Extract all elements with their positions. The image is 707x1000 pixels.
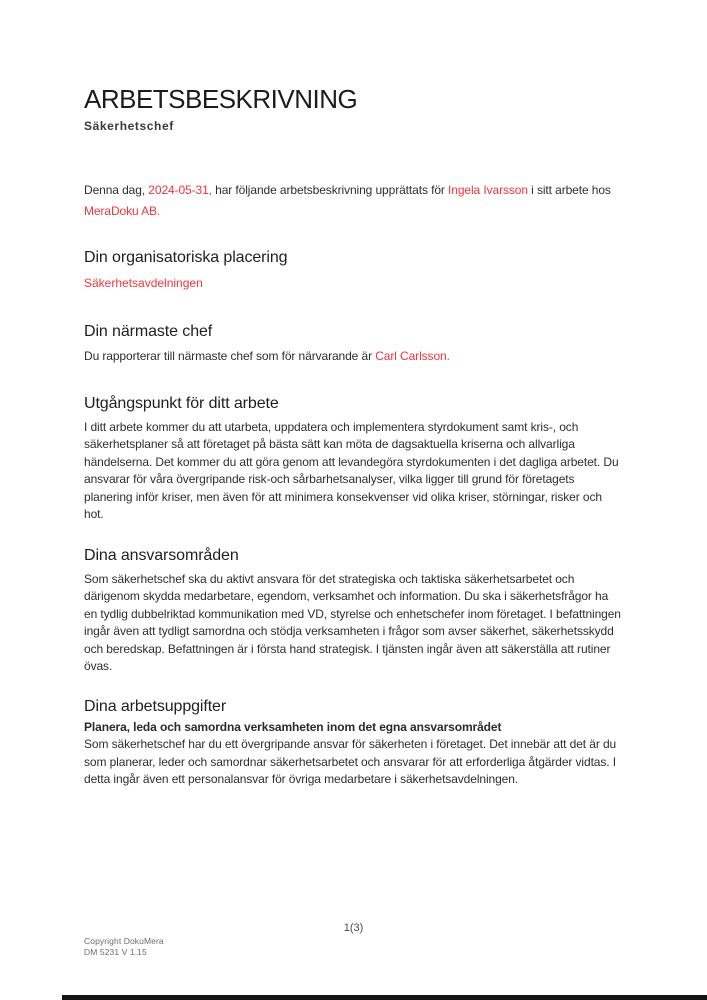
arbetsuppgifter-subheading: Planera, leda och samordna verksamheten inom det egna ansvarsområdet bbox=[84, 719, 502, 734]
heading-narmaste-chef: Din närmaste chef bbox=[84, 323, 213, 340]
intro-date: 2024-05-31, bbox=[148, 183, 212, 197]
manager-paragraph bbox=[84, 348, 623, 366]
intro-mid1: har följande arbetsbeskrivning upprättats för bbox=[211, 183, 449, 197]
heading-utgangspunkt: Utgångspunkt för ditt arbete bbox=[84, 394, 279, 412]
ansvarsomraden-paragraph: Som säkerhetschef ska du aktivt ansvara för det strategiska och taktiska säkerhetsarbetet och därigenom skydda medarbetare, egendom, verksamhet och information. Du ska i säkerhetsfrågor ha en tydlig dubbelriktad kommunikation med VD, styrelse och enhetschefer inom företaget. I befattningen ingår även att tydligt samordna och stödja verksamheten i frågor som avser säkerhet, säkerhetsskydd och beredskap. Befattningen är i första hand strategisk. I tjänsten ingår även att säkerställa att rutiner övas. bbox=[84, 571, 621, 673]
manager-name: Carl Carlsson. bbox=[375, 349, 450, 363]
arbetsuppgifter-paragraph: Som säkerhetschef har du ett övergripande ansvar för säkerheten i företaget. Det innebär att det är du som planerar, leder och samordnar säkerhetsarbetet och ansvarar för att erforderliga åtgärder vidtas. I detta ingår även ett personalansvar för övriga medarbetare i säkerhetsavdelningen. bbox=[84, 737, 617, 786]
heading-organisatoriska-placering: Din organisatoriska placering bbox=[84, 249, 288, 266]
document-title: ARBETSBESKRIVNING bbox=[84, 84, 358, 114]
intro-lead: Denna dag, bbox=[84, 183, 149, 197]
heading-ansvarsomraden: Dina ansvarsområden bbox=[84, 546, 239, 564]
intro-company-name: MeraDoku AB. bbox=[84, 204, 161, 218]
department-value: Säkerhetsavdelningen bbox=[84, 276, 203, 290]
document-version: DM 5231 V 1.15 bbox=[84, 947, 147, 957]
bottom-edge-bar bbox=[62, 995, 707, 1000]
document-subtitle: Säkerhetschef bbox=[84, 119, 174, 133]
manager-text: Du rapporterar till närmaste chef som för närvarande är bbox=[84, 349, 376, 363]
copyright-block bbox=[84, 936, 164, 958]
page-number: 1(3) bbox=[343, 922, 364, 934]
heading-arbetsuppgifter: Dina arbetsuppgifter bbox=[84, 697, 227, 715]
copyright-line: Copyright DokuMera bbox=[84, 936, 164, 946]
intro-mid2: i sitt arbete hos bbox=[527, 183, 611, 197]
utgangspunkt-paragraph: I ditt arbete kommer du att utarbeta, uppdatera och implementera styrdokument samt kris-, och säkerhetsplaner så att företaget på bästa sätt kan möta de dagsaktuella kriserna och allvarliga händelserna. Det kommer du att göra genom att levandegöra styrdokumenten i det dagliga arbetet. Du ansvarar för våra övergripande risk-och sårbarhetsanalyser, vilka ligger till grund för företagets planering inför kriser, men även för att minimera konsekvenser vid olika kriser, störningar, risker och hot. bbox=[84, 419, 619, 521]
intro-paragraph bbox=[84, 180, 623, 222]
intro-employee-name: Ingela Ivarsson bbox=[448, 183, 528, 197]
